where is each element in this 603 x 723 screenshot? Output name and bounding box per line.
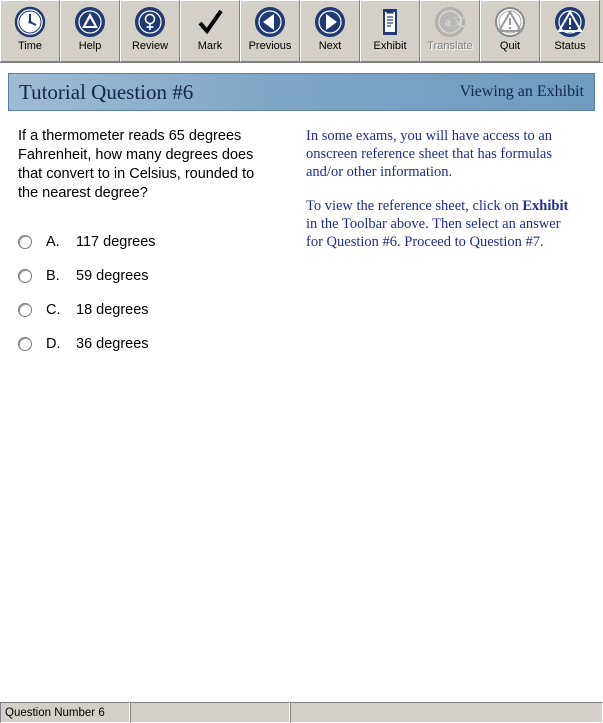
toolbar-button-time[interactable]	[0, 0, 60, 62]
instruction-exhibit-emphasis: Exhibit	[522, 198, 569, 214]
toolbar-button-status-label: Status	[554, 40, 586, 52]
toolbar-button-quit[interactable]	[480, 0, 540, 62]
question-stem: If a thermometer reads 65 degrees Fahrenheit, how many degrees does that convert to in Celsius, rounded to the nearest degree?	[18, 128, 255, 201]
toolbar	[0, 0, 603, 63]
page-title: Tutorial Question #6	[19, 79, 194, 104]
exhibit-icon	[373, 5, 407, 39]
answer-options	[18, 225, 282, 361]
previous-icon	[253, 5, 287, 39]
toolbar-button-quit-label: Quit	[499, 40, 521, 52]
clock-icon	[13, 5, 47, 39]
toolbar-button-mark[interactable]	[180, 0, 240, 62]
mode-label: Viewing an Exhibit	[459, 83, 584, 100]
translate-icon	[433, 5, 467, 39]
instruction-column	[282, 127, 593, 701]
toolbar-button-exhibit[interactable]	[360, 0, 420, 62]
answer-option-a-letter: A.	[46, 234, 60, 250]
instruction-p2-after: in the Toolbar above. Then select an answer for Question #6. Proceed to Question #7.	[306, 216, 561, 250]
question-column	[10, 127, 282, 701]
toolbar-button-help[interactable]	[60, 0, 120, 62]
toolbar-button-next[interactable]	[300, 0, 360, 62]
status-cell-3	[290, 702, 603, 723]
question-content	[0, 111, 603, 701]
radio-button-b[interactable]	[18, 269, 32, 283]
toolbar-button-mark-label: Mark	[197, 40, 223, 52]
answer-option-b-text: 59 degrees	[76, 268, 149, 284]
answer-option-a[interactable]	[18, 225, 282, 259]
toolbar-button-next-label: Next	[318, 40, 342, 52]
status-cell-2	[130, 702, 290, 723]
toolbar-button-previous[interactable]	[240, 0, 300, 62]
answer-option-c-letter: C.	[46, 302, 61, 318]
toolbar-button-exhibit-label: Exhibit	[373, 40, 407, 52]
instruction-paragraph-1: In some exams, you will have access to an onscreen reference sheet that has formulas and/or other information.	[306, 128, 553, 180]
toolbar-button-previous-label: Previous	[248, 40, 292, 52]
toolbar-button-review-label: Review	[131, 40, 169, 52]
instruction-p2-before: To view the reference sheet, click on	[306, 198, 523, 214]
answer-option-b-letter: B.	[46, 268, 60, 284]
answer-option-a-text: 117 degrees	[76, 234, 156, 250]
answer-option-d-text: 36 degrees	[76, 336, 149, 352]
answer-option-d-letter: D.	[46, 336, 61, 352]
answer-option-b[interactable]	[18, 259, 282, 293]
answer-option-c[interactable]	[18, 293, 282, 327]
help-icon	[73, 5, 107, 39]
status-icon	[553, 5, 587, 39]
radio-button-a[interactable]	[18, 235, 32, 249]
quit-icon	[493, 5, 527, 39]
answer-option-d[interactable]	[18, 327, 282, 361]
toolbar-button-help-label: Help	[78, 40, 102, 52]
checkmark-icon	[193, 5, 227, 39]
toolbar-button-translate	[420, 0, 480, 62]
review-icon	[133, 5, 167, 39]
question-titlebar	[8, 73, 595, 111]
toolbar-button-status[interactable]	[540, 0, 600, 62]
svg-text:a: a	[445, 14, 451, 29]
svg-text:文: 文	[452, 14, 466, 29]
status-question-number: Question Number 6	[0, 702, 130, 723]
answer-option-c-text: 18 degrees	[76, 302, 149, 318]
toolbar-button-review[interactable]	[120, 0, 180, 62]
toolbar-button-translate-label: Translate	[427, 40, 473, 52]
next-icon	[313, 5, 347, 39]
radio-button-d[interactable]	[18, 337, 32, 351]
statusbar	[0, 701, 603, 723]
toolbar-button-time-label: Time	[17, 40, 43, 52]
instruction-paragraph-2	[306, 197, 578, 251]
radio-button-c[interactable]	[18, 303, 32, 317]
